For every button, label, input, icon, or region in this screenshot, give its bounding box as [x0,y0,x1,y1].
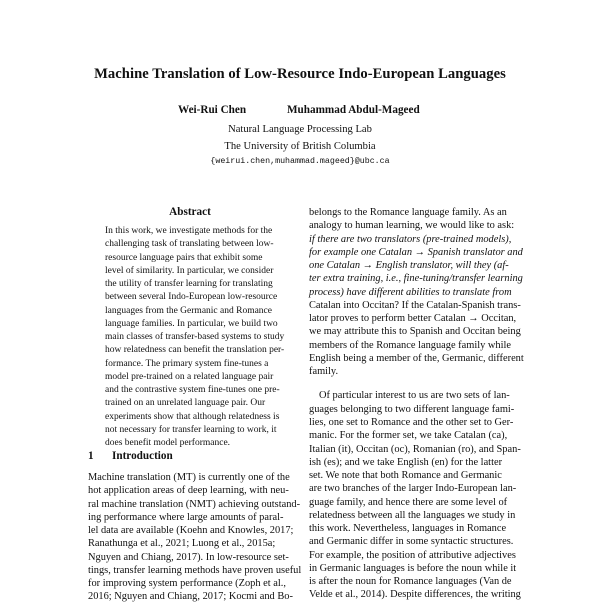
body-line: Italian (it), Occitan (oc), Romanian (ro), and Span- [309,443,521,455]
author-email: {weirui.chen,muhammad.mageed}@ubc.ca [210,157,390,166]
body-line: lator proves to perform better Catalan → Occitan, [309,313,517,325]
author-list [0,104,600,120]
section-number: 1 [88,450,94,462]
affiliation-line: Natural Language Processing Lab [228,124,372,135]
body-line: For example, the position of attributive adjectives [309,549,516,561]
body-line: set. We note that both Romance and Germanic [309,470,502,482]
abstract-line: the utility of transfer learning for translating [105,279,273,290]
abstract-line: level of similarity. In particular, we consider [105,265,274,276]
body-line: ter extra training, i.e., fine-tuning/transfer learning [309,273,523,285]
body-line: English being a member of the, Germanic, different [309,352,524,364]
body-line: hot application areas of deep learning, with neu- [88,485,289,497]
body-line: are two branches of the larger Indo-European lan- [309,483,517,495]
abstract-line: model pre-trained on a related language pair [105,371,274,382]
affiliation-line: The University of British Columbia [224,141,376,152]
abstract-line: formance. The primary system fine-tunes a [105,358,269,369]
paragraph [309,205,531,377]
abstract-line: how relatedness can benefit the translation per- [105,345,285,356]
body-line: for example one Catalan → Spanish translator and [309,246,523,258]
abstract-line: language families. In particular, we build two [105,318,278,329]
author-name: Wei-Rui Chen [178,104,247,116]
abstract-line: experiments show that although relatedness is [105,411,280,422]
abstract-heading: Abstract [169,206,211,218]
abstract-line: challenging task of translating between low- [105,239,274,250]
body-line: process) have different abilities to translate from [309,286,512,298]
paper-title: Machine Translation of Low-Resource Indo-European Languages [94,66,506,82]
body-line: if there are two translators (pre-trained models), [309,233,512,245]
body-line: lies, one set to Romance and the other set to Ger- [309,416,514,428]
body-line: ing performance where large amounts of paral- [88,511,284,523]
body-line: ral machine translation (NMT) achieving outstand- [88,498,301,510]
abstract-line: languages from the Germanic and Romance [105,305,272,316]
abstract-line: trained on an unrelated language pair. Our [105,398,266,409]
section-heading [88,450,173,462]
abstract-line: not necessary for transfer learning to work, it [105,424,277,435]
body-line: Ranathunga et al., 2021; Luong et al., 2015a; [88,538,276,550]
body-line: for improving system performance (Zoph et al., [88,578,286,590]
body-line: tings, transfer learning methods have proven useful [88,564,302,576]
author-name: Muhammad Abdul-Mageed [287,104,420,116]
body-line: this work. Nevertheless, languages in Romance [309,523,507,535]
abstract-line: and the contrastive system fine-tunes one pre- [105,385,280,396]
body-line: analogy to human learning, we would like to ask: [309,220,515,232]
introduction-body [88,470,302,603]
body-line: Machine translation (MT) is currently one of the [88,472,290,483]
body-line: Of particular interest to us are two sets of lan- [319,390,510,402]
body-line: ish (es); and we take English (en) for the latter [309,456,503,468]
body-line: is after the noun for Romance languages (Van de [309,576,512,588]
paragraph [309,388,531,600]
body-line: lel data are available (Koehn and Knowles, 2017; [88,525,294,537]
abstract-line: does benefit model performance. [105,438,231,449]
body-line: in Germanic languages is before the noun while it [309,562,517,574]
body-line: manic. For the former set, we take Catalan (ca), [309,430,508,442]
body-line: Velde et al., 2014). Despite differences, the writing [309,589,521,601]
body-line: and Germanic differ in some syntactic structures. [309,536,514,548]
body-line: Catalan into Occitan? If the Catalan-Spanish trans- [309,299,521,311]
body-line: family. [309,366,339,378]
body-line: guages belonging to two different language fami- [309,403,515,415]
section-title: Introduction [112,450,173,462]
body-line: guage family, and hence there are some level of [309,496,508,508]
abstract-body [105,225,285,451]
abstract-line: In this work, we investigate methods for the [105,226,273,236]
body-line: one Catalan → English translator, will they (af- [309,260,509,272]
body-line: members of the Romance language family while [309,339,511,351]
body-line: belongs to the Romance language family. As an [309,207,507,218]
body-line: we may attribute this to Spanish and Occitan being [309,326,521,338]
abstract-line: between several Indo-European low-resource [105,292,278,303]
right-column [309,205,531,601]
abstract-line: resource language pairs that exhibit some [105,252,263,263]
abstract-line: main classes of transfer-based systems to study [105,332,285,343]
body-line: Nguyen and Chiang, 2017). In low-resource set- [88,551,289,563]
body-line: 2016; Nguyen and Chiang, 2017; Kocmi and Bo- [88,591,293,603]
body-line: relatedness between all the languages we study in [309,509,516,521]
